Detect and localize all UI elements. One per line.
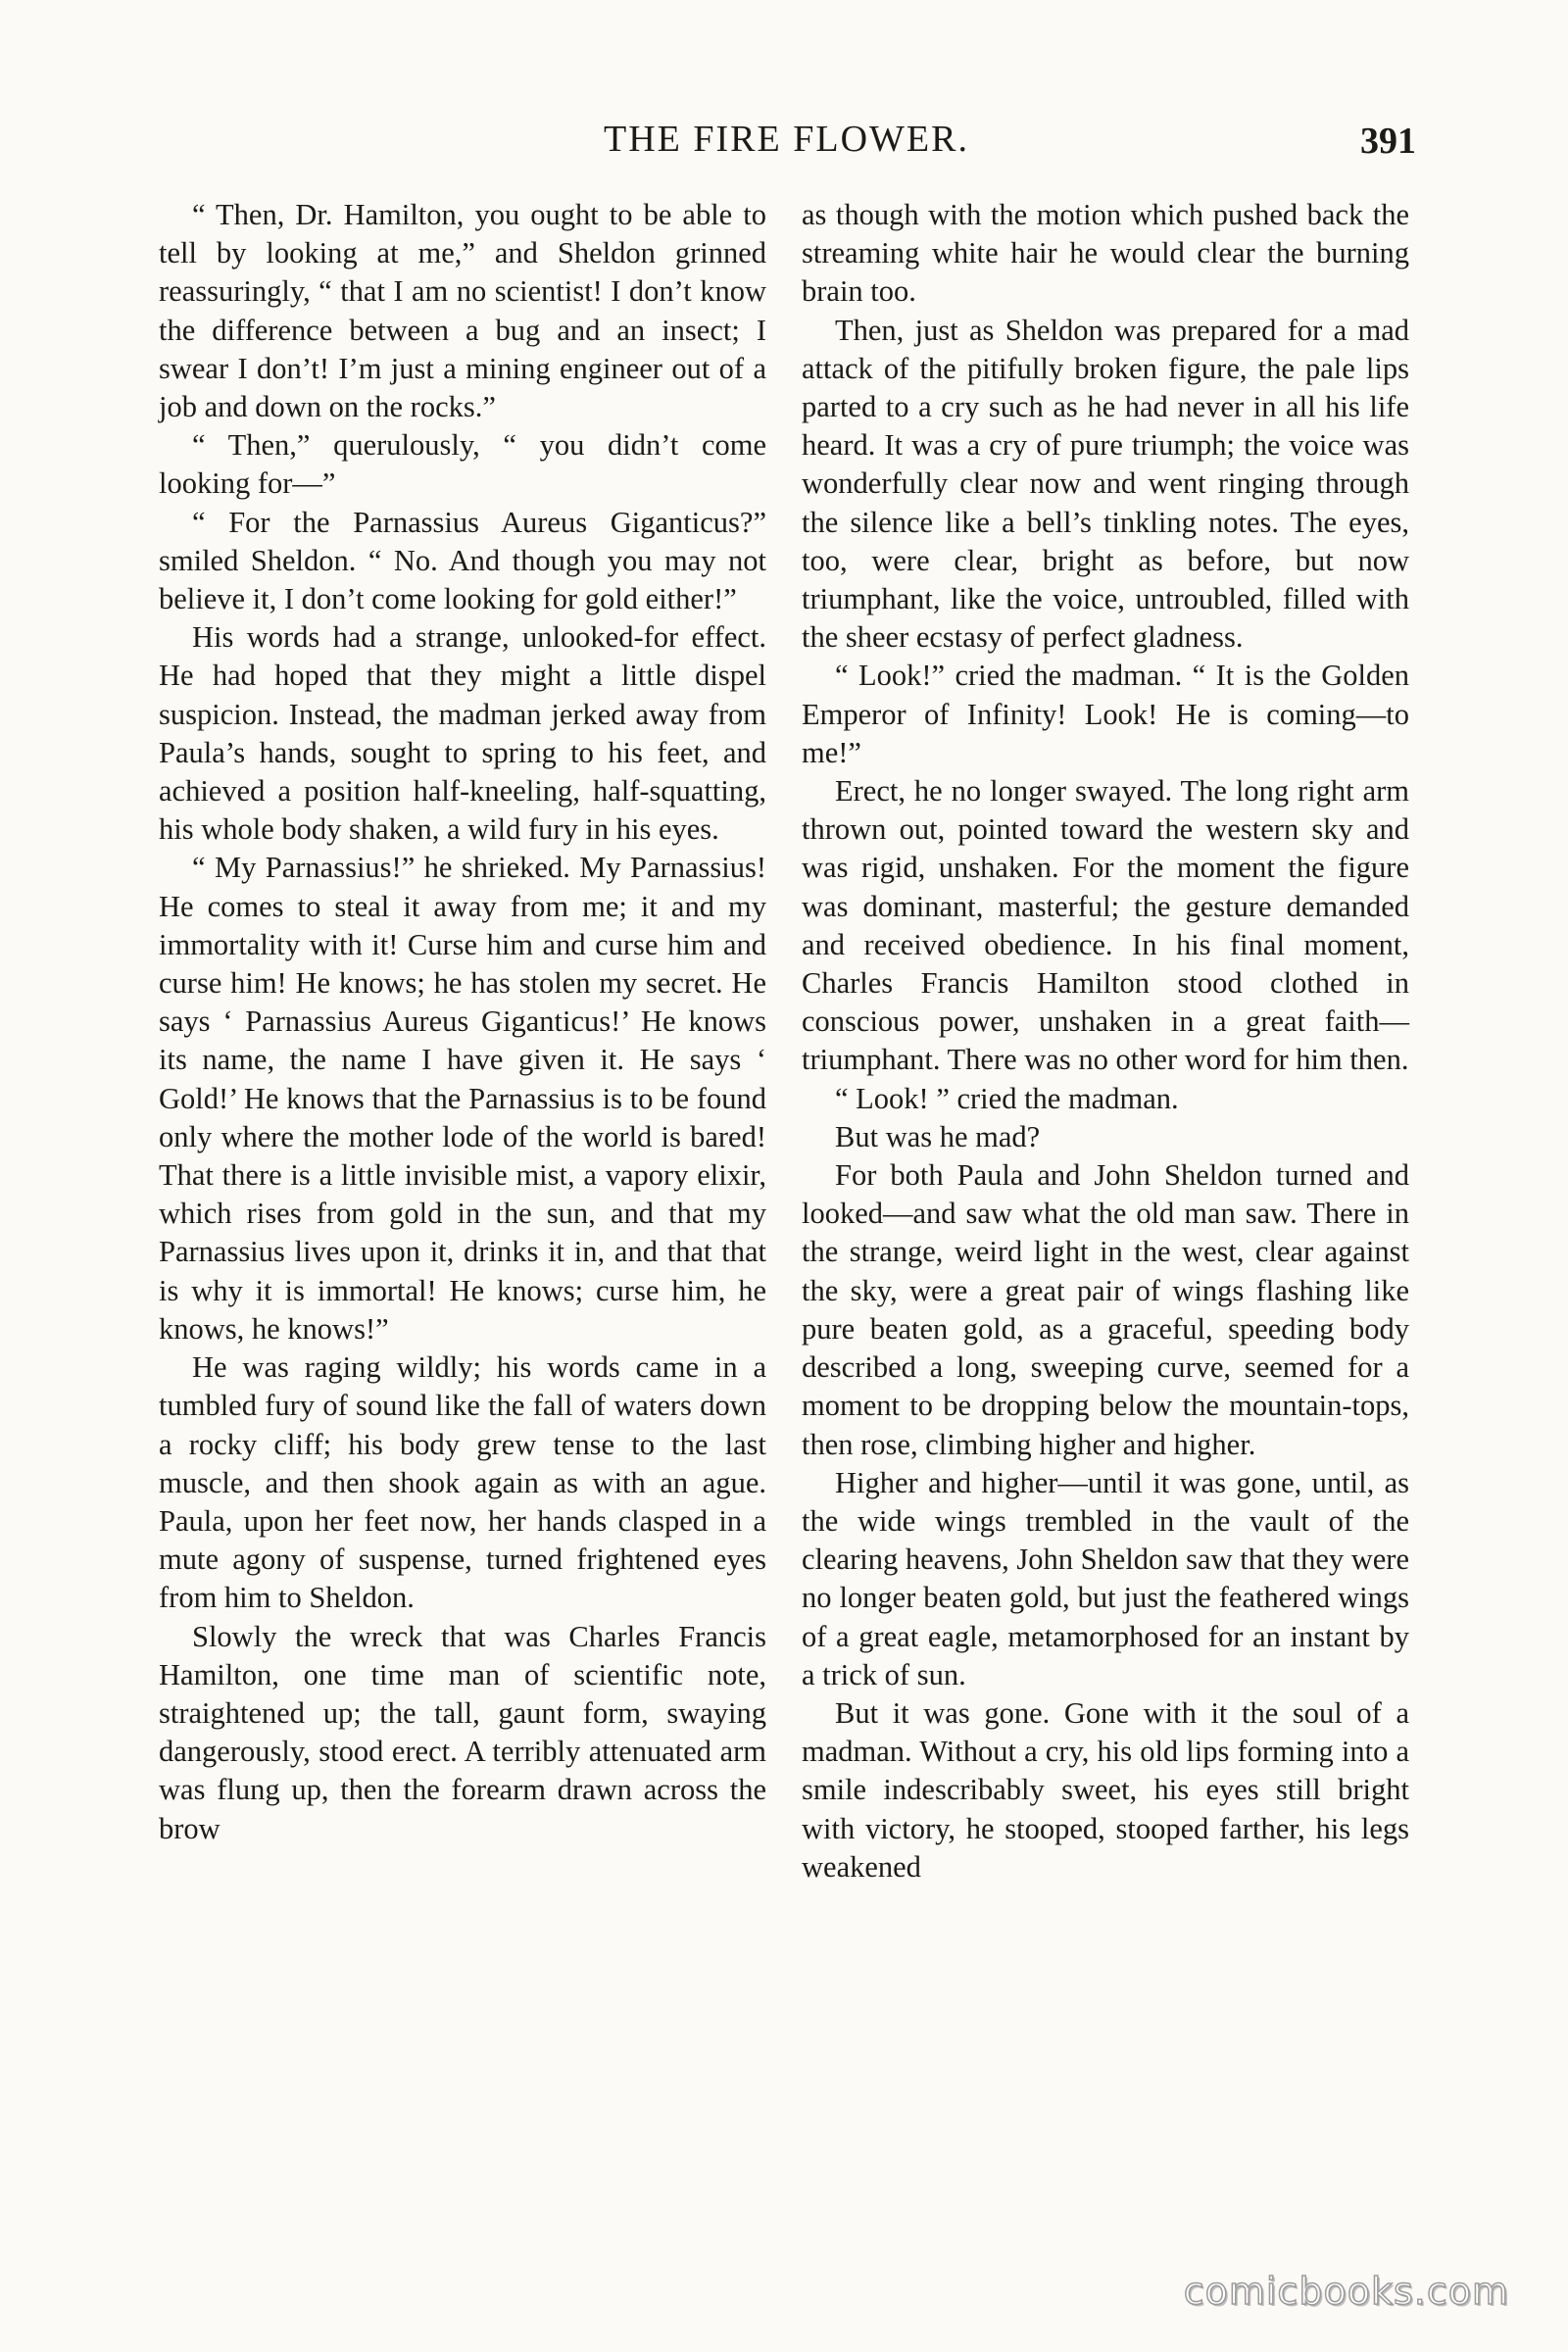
page-number: 391 xyxy=(1360,121,1416,162)
paragraph: “ Look!” cried the madman. “ It is the Golden Emperor of Infinity! Look! He is coming—to me!” xyxy=(802,659,1409,769)
paragraph: as though with the motion which pushed back the streaming white hair he would clear the burning brain too. xyxy=(802,198,1409,309)
running-title: THE FIRE FLOWER. xyxy=(604,119,969,160)
paragraph: “ Look! ” cried the madman. xyxy=(835,1081,1179,1115)
paragraph: “ My Parnassius!” he shrieked. My Parnassius! He comes to steal it away from me; it and my immortality with it! Curse him and curse him and curse him! He knows; he has stolen my secret. He says ‘ Parnassius Aureus Giganticus!’ He knows its name, the name I have given it. He says ‘ Gold!’ He knows that the Parnassius is to be found only where the mother lode of the world is bared! That there is a little invisible mist, a vapory elixir, which rises from gold in the sun, and that my Parnassius lives upon it, drinks it in, and that that is why it is immortal! He knows; curse him, he knows, he knows!” xyxy=(159,851,766,1346)
paragraph: Higher and higher—until it was gone, until, as the wide wings trembled in the vault of the clearing heavens, John Sheldon saw that they were no longer beaten gold, but just the feathered wings of a great eagle, metamorphosed for an instant by a trick of sun. xyxy=(802,1465,1409,1691)
paragraph: “ Then, Dr. Hamilton, you ought to be able to tell by looking at me,” and Sheldon grinned reassuringly, “ that I am no scientist! I don’t know the difference between a bug and an insect; I swear I don’t! I’m just a mining engineer out of a job and down on the rocks.” xyxy=(159,198,766,424)
paragraph: Erect, he no longer swayed. The long right arm thrown out, pointed toward the western sky and was rigid, unshaken. For the moment the figure was dominant, masterful; the gesture demanded and received obedience. In his final moment, Charles Francis Hamilton stood clothed in conscious power, unshaken in a great faith—triumphant. There was no other word for him then. xyxy=(802,774,1409,1077)
paragraph: Slowly the wreck that was Charles Francis Hamilton, one time man of scientific note, straightened up; the tall, gaunt form, swaying dangerously, stood erect. A terribly attenuated arm was flung up, then the forearm drawn across the brow xyxy=(159,1619,766,1845)
watermark-logo: comicbooks.com xyxy=(1183,2270,1509,2313)
left-column xyxy=(159,196,766,1848)
page-header xyxy=(157,118,1416,176)
paragraph: Then, just as Sheldon was prepared for a mad attack of the pitifully broken figure, the pale lips parted to a cry such as he had never in all his life heard. It was a cry of pure triumph; the voice was wonderfully clear now and went ringing through the silence like a bell’s tinkling notes. The eyes, too, were clear, bright as before, but now triumphant, like the voice, untroubled, filled with the sheer ecstasy of perfect gladness. xyxy=(802,313,1409,655)
paragraph: He was raging wildly; his words came in a tumbled fury of sound like the fall of waters down a rocky cliff; his body grew tense to the last muscle, and then shook again as with an ague. Paula, upon her feet now, her hands clasped in a mute agony of suspense, turned frightened eyes from him to Sheldon. xyxy=(159,1350,766,1615)
right-column xyxy=(802,196,1409,1886)
paragraph: His words had a strange, unlooked-for effect. He had hoped that they might a little dispel suspicion. Instead, the madman jerked away from Paula’s hands, sought to spring to his feet, and achieved a position half-kneeling, half-squatting, his whole body shaken, a wild fury in his eyes. xyxy=(159,620,766,847)
paragraph: But it was gone. Gone with it the soul of a madman. Without a cry, his old lips forming into a smile indescribably sweet, his eyes still bright with victory, he stooped, stooped farther, his legs weakened xyxy=(802,1695,1409,1884)
paragraph: But was he mad? xyxy=(835,1119,1041,1153)
paragraph: For both Paula and John Sheldon turned and looked—and saw what the old man saw. There in the strange, weird light in the west, clear against the sky, were a great pair of wings flashing like pure beaten gold, as a graceful, speeding body described a long, sweeping curve, seemed for a moment to be dropping below the mountain-tops, then rose, climbing higher and higher. xyxy=(802,1158,1409,1461)
paragraph: “ Then,” querulously, “ you didn’t come looking for—” xyxy=(159,428,766,501)
paragraph: “ For the Parnassius Aureus Giganticus?” smiled Sheldon. “ No. And though you may not believe it, I don’t come looking for gold either!” xyxy=(159,505,766,616)
